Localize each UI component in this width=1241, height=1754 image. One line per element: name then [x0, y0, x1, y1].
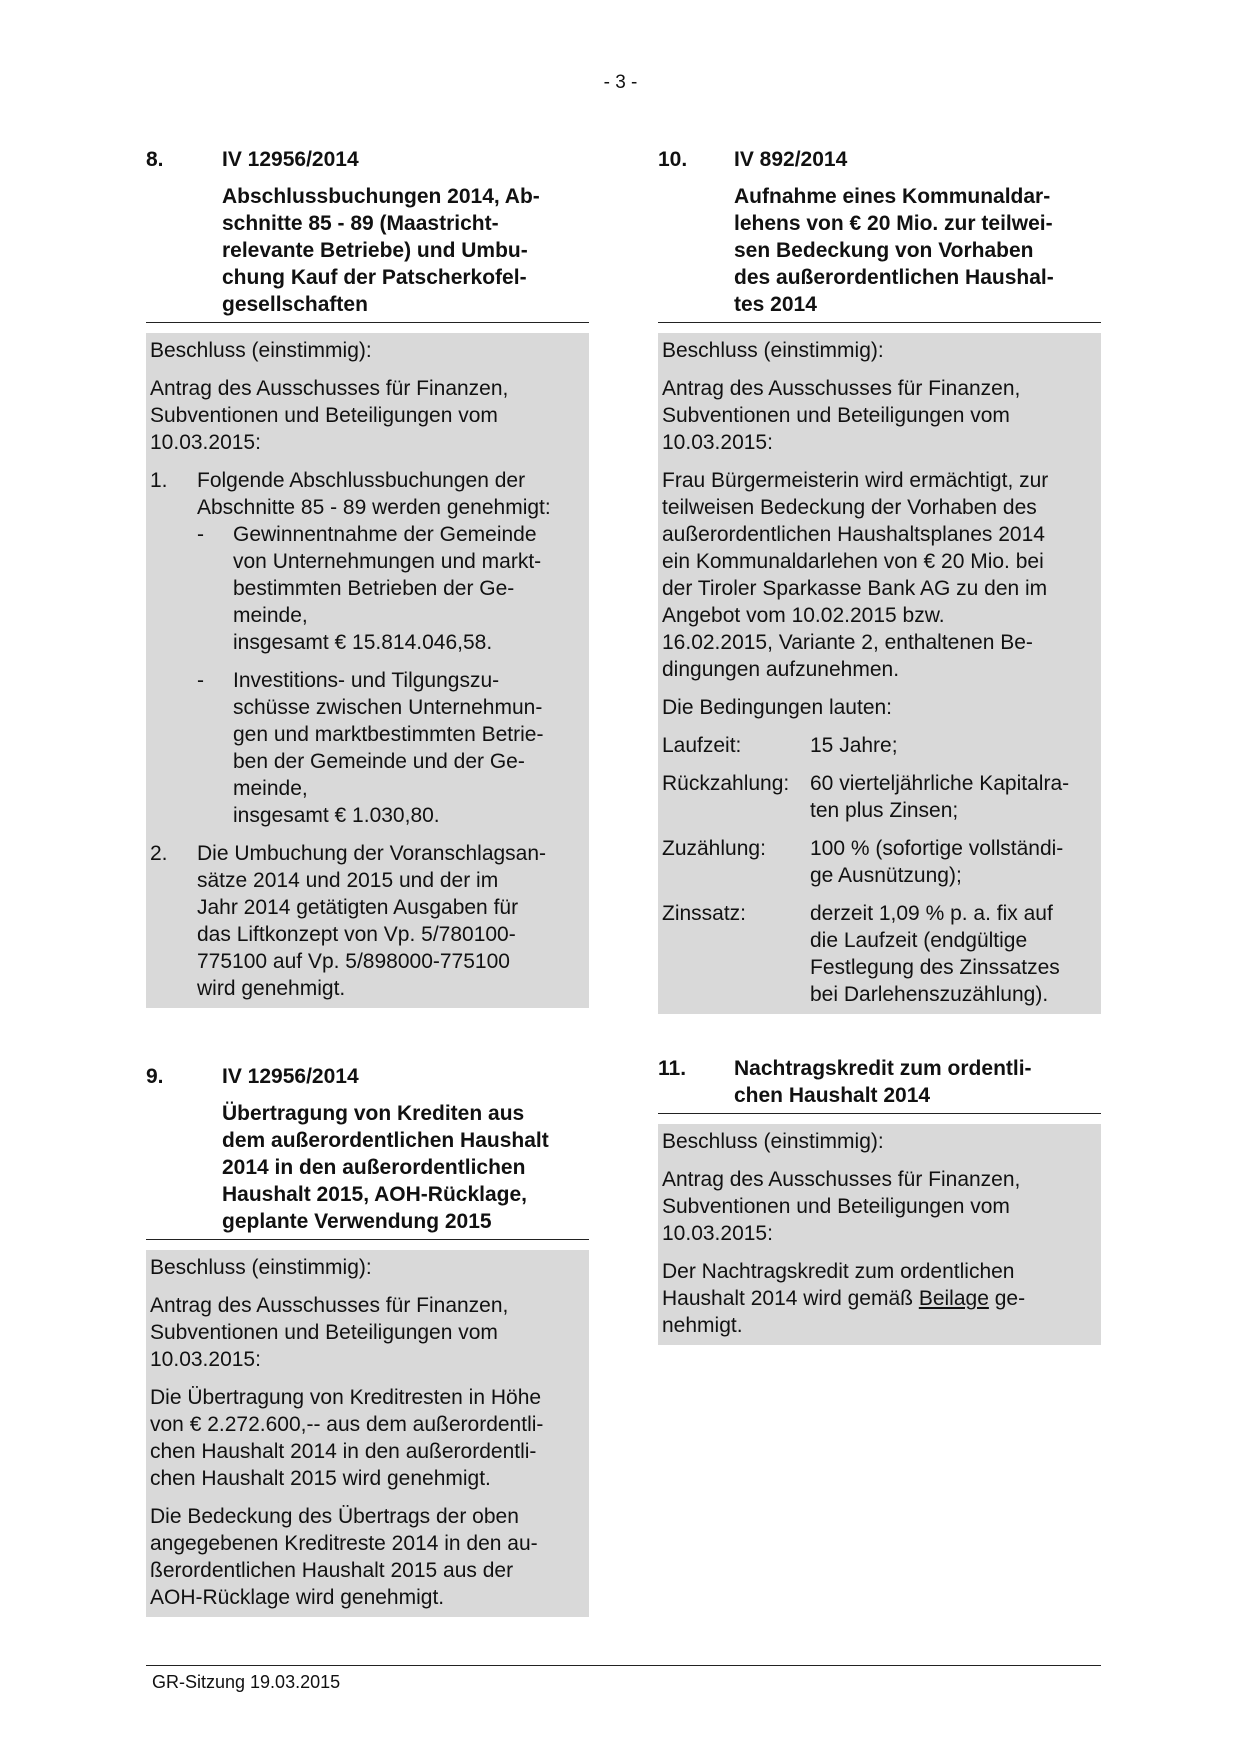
decision-label: Beschluss (einstimmig): [662, 339, 884, 362]
motion-text: Antrag des Ausschusses für Finanzen, Subventionen und Beteiligungen vom 10.03.2015: [150, 377, 509, 454]
divider [658, 1113, 1101, 1114]
item-number: 10. [658, 148, 688, 171]
decision-label: Beschluss (einstimmig): [662, 1130, 884, 1153]
agenda-item-8 [146, 146, 589, 1008]
divider [146, 1239, 589, 1240]
motion-text: Antrag des Ausschusses für Finanzen, Subventionen und Beteiligungen vom 10.03.2015: [662, 1168, 1021, 1245]
conditions-intro: Die Bedingungen lauten: [662, 696, 893, 719]
footer-text: GR-Sitzung 19.03.2015 [152, 1672, 341, 1692]
condition-row: Rückzahlung: 60 vierteljährliche Kapitalra- ten plus Zinsen; [662, 772, 1070, 822]
item-subject: Aufnahme eines Kommunaldar- lehens von € 20 Mio. zur teilwei- sen Bedeckung von Vorhaben des außerordentlichen Haushal- tes 2014 [734, 185, 1054, 316]
list-item: 1. Folgende Abschlussbuchungen der Abschnitte 85 - 89 werden genehmigt: [150, 469, 551, 519]
sub-list-item: - Investitions- und Tilgungszu- schüsse zwischen Unternehmun- gen und marktbestimmten Betrie- ben der Gemeinde und der Ge- meinde, insgesamt € 1.030,80. [197, 669, 544, 827]
item-reference: IV 12956/2014 [222, 1065, 359, 1088]
resolution-box [658, 333, 1101, 1014]
item-subject: Abschlussbuchungen 2014, Ab- schnitte 85 - 89 (Maastricht- relevante Betriebe) und Umbu- chung Kauf der Patscherkofel- gesellschaften [222, 185, 540, 316]
sub-list-item: - Gewinnentnahme der Gemeinde von Unternehmungen und markt- bestimmten Betrieben der Ge- meinde, insgesamt € 15.814.046,58. [197, 523, 542, 654]
item-number: 9. [146, 1065, 164, 1088]
attachment-link[interactable]: Beilage [918, 1287, 989, 1310]
agenda-item-10 [658, 146, 1101, 1014]
agenda-item-11 [658, 1055, 1101, 1345]
footer-divider [146, 1665, 1101, 1666]
agenda-item-9 [146, 1063, 589, 1617]
divider [658, 322, 1101, 323]
resolution-text: Frau Bürgermeisterin wird ermächtigt, zur teilweisen Bedeckung der Vorhaben des außerordentlichen Haushaltsplanes 2014 ein Kommunaldarlehen von € 20 Mio. bei der Tiroler Sparkasse Bank AG zu den im Angebot vom 10.02.2015 bzw. 16.02.2015, Variante 2, enthaltenen Be- dingungen aufzunehmen. [662, 469, 1049, 681]
page-number: - 3 - [603, 72, 638, 93]
resolution-text: Die Übertragung von Kreditresten in Höhe von € 2.272.600,-- aus dem außerordentli- chen Haushalt 2014 in den außerordentli- chen Haushalt 2015 wird genehmigt. [150, 1386, 544, 1490]
item-subject: Übertragung von Krediten aus dem außerordentlichen Haushalt 2014 in den außerordentlichen Haushalt 2015, AOH-Rücklage, geplante Verwendung 2015 [222, 1102, 549, 1233]
divider [146, 322, 589, 323]
resolution-box [146, 1250, 589, 1617]
condition-row: Laufzeit: 15 Jahre; [662, 734, 898, 757]
item-reference: IV 892/2014 [734, 148, 848, 171]
resolution-box [658, 1124, 1101, 1345]
item-reference: IV 12956/2014 [222, 148, 359, 171]
decision-label: Beschluss (einstimmig): [150, 339, 372, 362]
motion-text: Antrag des Ausschusses für Finanzen, Subventionen und Beteiligungen vom 10.03.2015: [662, 377, 1021, 454]
condition-row: Zinssatz: derzeit 1,09 % p. a. fix auf die Laufzeit (endgültige Festlegung des Zinssatzes bei Darlehenszuzählung). [662, 902, 1060, 1006]
resolution-text: Die Bedeckung des Übertrags der oben angegebenen Kreditreste 2014 in den au- ßerordentlichen Haushalt 2015 aus der AOH-Rücklage wird genehmigt. [150, 1505, 538, 1609]
item-number: 8. [146, 148, 164, 171]
resolution-box [146, 333, 589, 1008]
list-item: 2. Die Umbuchung der Voranschlagsan- sätze 2014 und 2015 und der im Jahr 2014 getätigten Ausgaben für das Liftkonzept von Vp. 5/780100- 775100 auf Vp. 5/898000-775100 wird genehmigt. [150, 842, 547, 1000]
decision-label: Beschluss (einstimmig): [150, 1256, 372, 1279]
item-title: Nachtragskredit zum ordentli- chen Haushalt 2014 [734, 1057, 1032, 1107]
condition-row: Zuzählung: 100 % (sofortige vollständi- ge Ausnützung); [662, 837, 1064, 887]
item-number: 11. [658, 1057, 687, 1080]
motion-text: Antrag des Ausschusses für Finanzen, Subventionen und Beteiligungen vom 10.03.2015: [150, 1294, 509, 1371]
resolution-text: Der Nachtragskredit zum ordentlichen Haushalt 2014 wird gemäß Beilage ge- nehmigt. [662, 1260, 1026, 1337]
